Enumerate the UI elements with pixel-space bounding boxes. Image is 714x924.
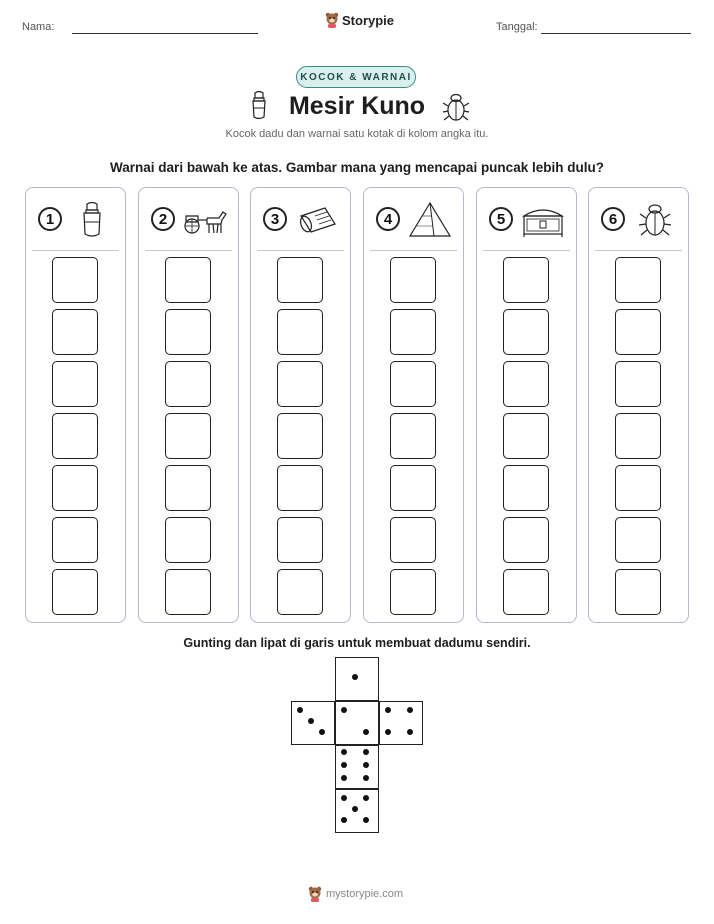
column-divider — [257, 250, 344, 251]
column-divider — [32, 250, 119, 251]
color-box[interactable] — [165, 257, 211, 303]
color-column-5 — [476, 187, 577, 623]
color-box[interactable] — [52, 569, 98, 615]
color-box[interactable] — [277, 413, 323, 459]
color-box[interactable] — [615, 465, 661, 511]
color-box[interactable] — [277, 309, 323, 355]
color-box[interactable] — [390, 309, 436, 355]
column-number: 6 — [601, 207, 625, 231]
dice-face-3 — [291, 701, 335, 745]
footer — [308, 886, 403, 902]
dice-pip — [341, 775, 347, 781]
page-title: Mesir Kuno — [288, 92, 426, 120]
dice-pip — [341, 795, 347, 801]
dice-pip — [341, 707, 347, 713]
color-box[interactable] — [165, 309, 211, 355]
dice-face-6 — [335, 745, 379, 789]
name-line[interactable] — [72, 33, 258, 34]
dice-pip — [319, 729, 325, 735]
color-column-2 — [138, 187, 239, 623]
color-box[interactable] — [615, 361, 661, 407]
dice-face-4 — [379, 701, 423, 745]
column-number: 5 — [489, 207, 513, 231]
column-number: 2 — [151, 207, 175, 231]
date-line[interactable] — [541, 33, 691, 34]
dice-pip — [363, 775, 369, 781]
color-box[interactable] — [165, 413, 211, 459]
color-box[interactable] — [277, 569, 323, 615]
instruction-text: Warnai dari bawah ke atas. Gambar mana yang mencapai puncak lebih dulu? — [110, 160, 604, 175]
column-divider — [483, 250, 570, 251]
name-label: Nama: — [22, 21, 55, 33]
dice-pip — [352, 674, 358, 680]
color-box[interactable] — [390, 257, 436, 303]
subtitle: Kocok dadu dan warnai satu kotak di kolom angka itu. — [225, 128, 489, 140]
color-box[interactable] — [615, 569, 661, 615]
color-box[interactable] — [52, 257, 98, 303]
color-box[interactable] — [52, 361, 98, 407]
column-number: 3 — [263, 207, 287, 231]
pyramid-icon — [408, 202, 452, 238]
dice-pip — [385, 729, 391, 735]
color-box[interactable] — [615, 517, 661, 563]
color-box[interactable] — [52, 517, 98, 563]
color-box[interactable] — [165, 361, 211, 407]
bear-mascot-icon — [325, 12, 339, 28]
color-box[interactable] — [615, 413, 661, 459]
color-box[interactable] — [503, 257, 549, 303]
color-box[interactable] — [52, 309, 98, 355]
color-box[interactable] — [390, 413, 436, 459]
activity-badge: KOCOK & WARNAI — [296, 66, 416, 88]
column-divider — [595, 250, 682, 251]
canopic-jar-icon — [70, 202, 114, 238]
color-box[interactable] — [503, 465, 549, 511]
color-box[interactable] — [52, 465, 98, 511]
column-number: 1 — [38, 207, 62, 231]
dice-face-1 — [335, 657, 379, 701]
color-box[interactable] — [277, 465, 323, 511]
color-box[interactable] — [503, 569, 549, 615]
treasure-chest-icon — [521, 202, 565, 238]
color-box[interactable] — [503, 309, 549, 355]
dice-face-2 — [335, 701, 379, 745]
brand-name: Storypie — [342, 12, 395, 28]
dice-pip — [363, 762, 369, 768]
color-box[interactable] — [165, 517, 211, 563]
color-box[interactable] — [277, 257, 323, 303]
column-number: 4 — [376, 207, 400, 231]
color-box[interactable] — [277, 517, 323, 563]
color-box[interactable] — [390, 465, 436, 511]
date-label: Tanggal: — [496, 21, 538, 33]
dice-face-5 — [335, 789, 379, 833]
color-column-3 — [250, 187, 351, 623]
color-box[interactable] — [615, 309, 661, 355]
storypie-logo — [325, 12, 394, 28]
dice-pip — [308, 718, 314, 724]
color-box[interactable] — [165, 465, 211, 511]
dice-pip — [363, 795, 369, 801]
color-box[interactable] — [503, 413, 549, 459]
dice-pip — [363, 729, 369, 735]
color-box[interactable] — [52, 413, 98, 459]
papyrus-scroll-icon — [295, 202, 339, 238]
scarab-icon — [633, 202, 677, 238]
color-box[interactable] — [165, 569, 211, 615]
dice-pip — [407, 707, 413, 713]
dice-pip — [341, 817, 347, 823]
dice-pip — [341, 762, 347, 768]
dice-pip — [341, 749, 347, 755]
color-box[interactable] — [503, 361, 549, 407]
color-box[interactable] — [615, 257, 661, 303]
dice-pip — [352, 806, 358, 812]
cut-instruction: Gunting dan lipat di garis untuk membuat dadumu sendiri. — [183, 636, 531, 650]
column-divider — [370, 250, 457, 251]
color-box[interactable] — [390, 517, 436, 563]
color-column-6 — [588, 187, 689, 623]
dice-pip — [297, 707, 303, 713]
color-box[interactable] — [277, 361, 323, 407]
color-box[interactable] — [390, 361, 436, 407]
footer-url: mystorypie.com — [326, 888, 404, 900]
column-divider — [145, 250, 232, 251]
dice-pip — [363, 749, 369, 755]
color-box[interactable] — [390, 569, 436, 615]
bear-mascot-icon — [308, 886, 322, 902]
dice-pip — [385, 707, 391, 713]
color-box[interactable] — [503, 517, 549, 563]
color-column-4 — [363, 187, 464, 623]
dice-pip — [407, 729, 413, 735]
color-column-1 — [25, 187, 126, 623]
chariot-icon — [183, 202, 227, 238]
scarab-icon — [442, 92, 470, 122]
dice-pip — [363, 817, 369, 823]
